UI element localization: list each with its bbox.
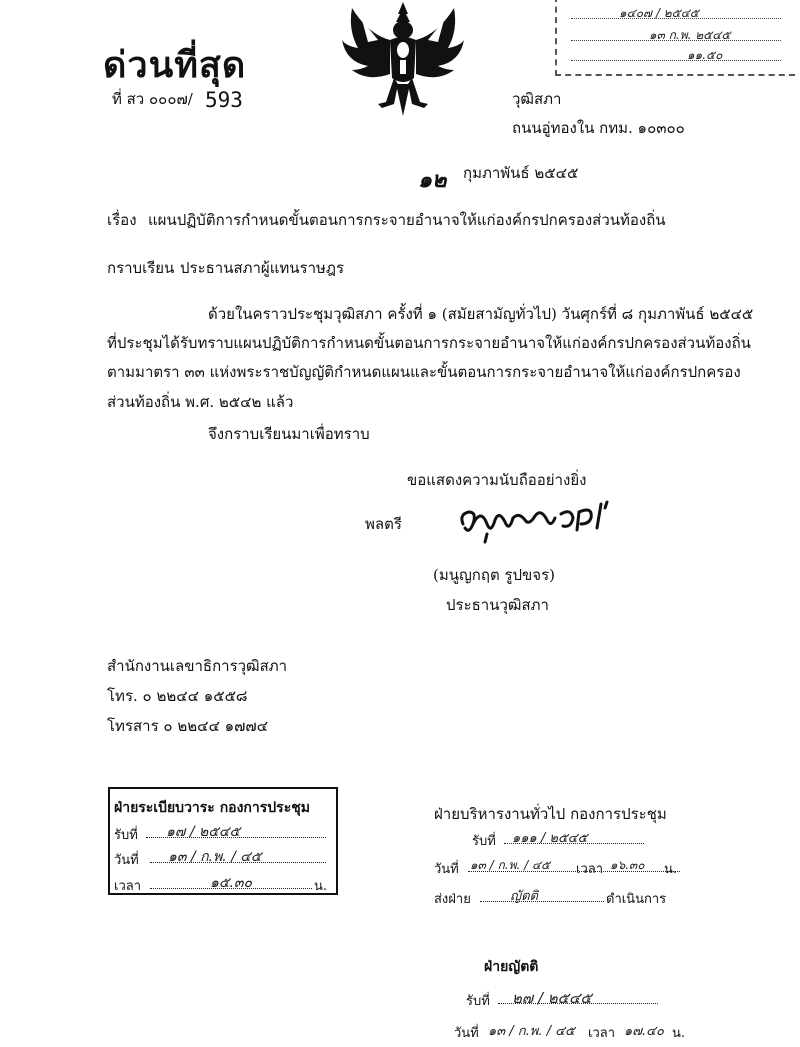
motion-time-label: เวลา bbox=[588, 1026, 616, 1041]
signer-position: ประธานวุฒิสภา bbox=[446, 596, 549, 614]
agenda-time-suffix: น. bbox=[314, 879, 328, 894]
admin-date-value: ๑๓ / ก.พ. / ๔๕ bbox=[470, 858, 551, 872]
date-day: ๑๒ bbox=[418, 167, 447, 193]
office-phone: โทร. ๐ ๒๒๔๔ ๑๕๕๘ bbox=[107, 687, 248, 705]
general-admin-stamp bbox=[434, 796, 694, 916]
agenda-section-stamp bbox=[108, 787, 338, 895]
stamp-dotted-line bbox=[480, 901, 604, 902]
subject-label: เรื่อง bbox=[107, 211, 137, 229]
stamp-dotted-line bbox=[571, 60, 781, 61]
agenda-stamp-title: ฝ่ายระเบียบวาระ กองการประชุม bbox=[114, 800, 310, 816]
org-address: ถนนอู่ทองใน กทม. ๑๐๓๐๐ bbox=[512, 119, 685, 137]
agenda-time-label: เวลา bbox=[114, 879, 142, 894]
date-month-year: กุมภาพันธ์ ๒๕๔๕ bbox=[463, 164, 579, 182]
body-line-1: ด้วยในคราวประชุมวุฒิสภา ครั้งที่ ๑ (สมัยสามัญทั่วไป) วันศุกร์ที่ ๘ กุมภาพันธ์ ๒๕๔๕ bbox=[208, 305, 754, 323]
top-stamp-number: ๑๔๐๗ / ๒๕๔๕ bbox=[619, 6, 699, 20]
body-line-3: ตามมาตรา ๓๓ แห่งพระราชบัญญัติกำหนดแผนและขั้นตอนการกระจายอำนาจให้แก่องค์กรปกครอง bbox=[107, 363, 741, 381]
admin-action: ดำเนินการ bbox=[606, 892, 667, 907]
salutation: ขอแสดงความนับถืออย่างยิ่ง bbox=[407, 471, 587, 489]
motion-date-label: วันที่ bbox=[454, 1026, 479, 1041]
agenda-time-value: ๑๕.๓๐ bbox=[210, 875, 253, 891]
recipient-label: กราบเรียน bbox=[107, 259, 175, 277]
top-stamp-date: ๑๓ ก.พ. ๒๕๔๕ bbox=[649, 28, 731, 42]
top-receiving-stamp bbox=[555, 0, 795, 76]
reference-number: 593 bbox=[205, 88, 243, 112]
motion-received-label: รับที่ bbox=[466, 994, 490, 1009]
admin-received-label: รับที่ bbox=[472, 834, 496, 849]
admin-time-value: ๑๖.๓๐ bbox=[610, 858, 645, 872]
admin-send-value: ญัตติ bbox=[510, 889, 538, 904]
admin-send-label: ส่งฝ่าย bbox=[434, 892, 471, 907]
handwritten-signature bbox=[455, 494, 625, 550]
recipient-text: ประธานสภาผู้แทนราษฎร bbox=[180, 259, 345, 277]
admin-received-value: ๑๑๑ / ๒๕๔๕ bbox=[512, 831, 588, 846]
org-name: วุฒิสภา bbox=[512, 90, 562, 108]
admin-date-label: วันที่ bbox=[434, 862, 459, 877]
office-fax: โทรสาร ๐ ๒๒๔๔ ๑๗๗๔ bbox=[107, 717, 269, 735]
closing-request: จึงกราบเรียนมาเพื่อทราบ bbox=[208, 425, 370, 443]
stamp-dotted-line bbox=[571, 40, 781, 41]
reference-prefix: ที่ สว ๐๐๐๗/ bbox=[112, 90, 193, 108]
agenda-date-label: วันที่ bbox=[114, 853, 139, 868]
office-name: สำนักงานเลขาธิการวุฒิสภา bbox=[107, 657, 288, 675]
agenda-received-value: ๑๗ / ๒๕๔๕ bbox=[166, 824, 241, 840]
motion-time-suffix: น. bbox=[672, 1026, 686, 1041]
admin-time-suffix: น. bbox=[664, 862, 678, 877]
motion-date-value: ๑๓ / ก.พ. / ๔๕ bbox=[488, 1024, 575, 1039]
motion-section-stamp bbox=[454, 950, 694, 1045]
signer-rank: พลตรี bbox=[365, 515, 402, 533]
body-line-4: ส่วนท้องถิ่น พ.ศ. ๒๕๔๒ แล้ว bbox=[107, 393, 294, 411]
admin-stamp-title: ฝ่ายบริหารงานทั่วไป กองการประชุม bbox=[434, 805, 667, 823]
agenda-received-label: รับที่ bbox=[114, 828, 138, 843]
signer-name: (มนูญกฤต รูปขจร) bbox=[433, 566, 555, 584]
agenda-date-value: ๑๓ / ก.พ. / ๔๕ bbox=[168, 849, 262, 865]
urgency-heading: ด่วนที่สุด bbox=[103, 45, 247, 86]
subject-text: แผนปฏิบัติการกำหนดขั้นตอนการกระจายอำนาจให้แก่องค์กรปกครองส่วนท้องถิ่น bbox=[148, 211, 666, 229]
motion-stamp-title: ฝ่ายญัตติ bbox=[484, 959, 539, 975]
garuda-emblem-icon bbox=[338, 0, 468, 118]
admin-time-label: เวลา bbox=[576, 862, 604, 877]
top-stamp-time: ๑๑.๕๐ bbox=[687, 48, 723, 62]
stamp-dotted-line bbox=[571, 18, 781, 19]
body-line-2: ที่ประชุมได้รับทราบแผนปฏิบัติการกำหนดขั้นตอนการกระจายอำนาจให้แก่องค์กรปกครองส่วนท้องถิ่น bbox=[107, 334, 751, 352]
motion-time-value: ๑๗.๔๐ bbox=[624, 1024, 664, 1039]
motion-received-value: ๒๗ / ๒๕๔๕ bbox=[512, 989, 592, 1007]
